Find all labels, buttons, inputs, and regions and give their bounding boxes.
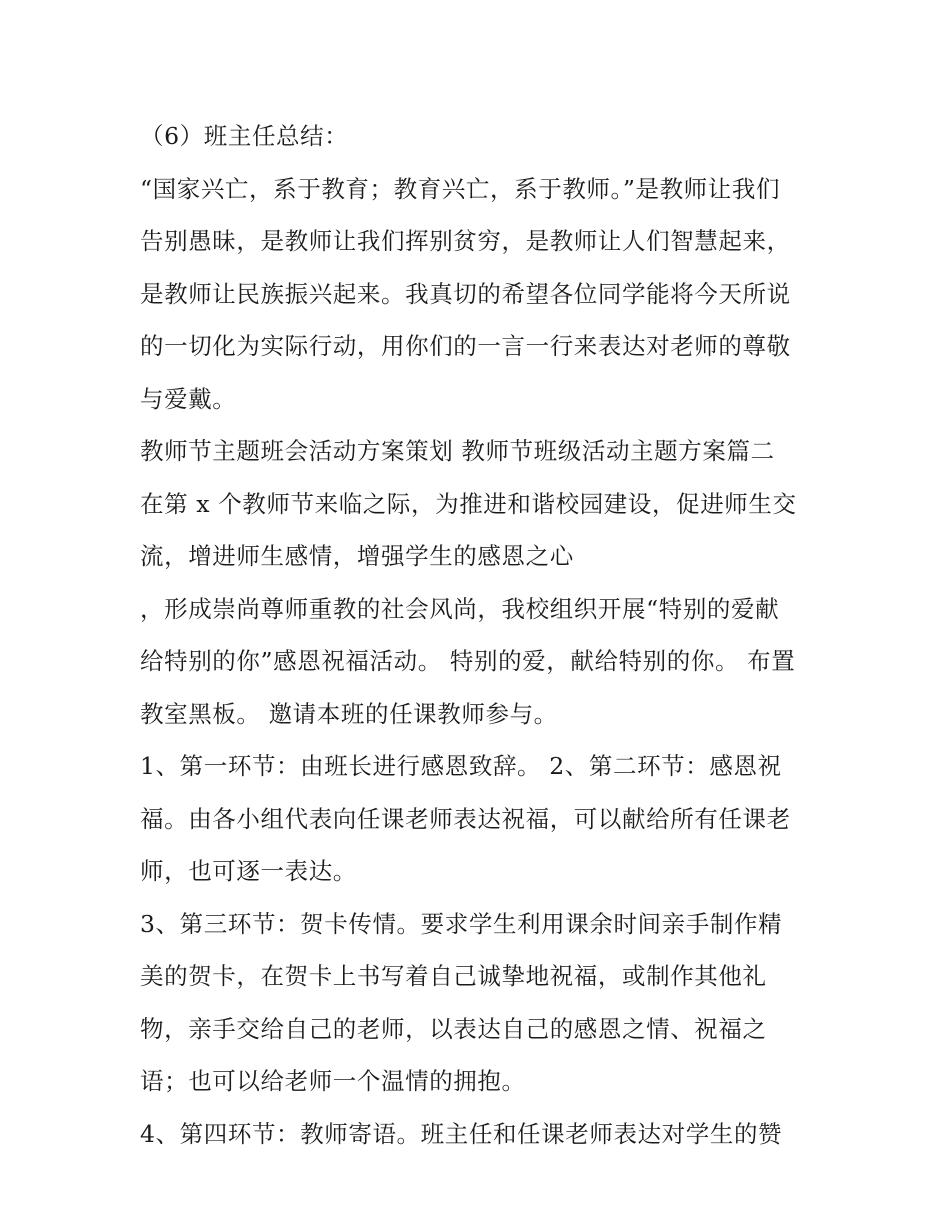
text-line-summary-heading: （6）班主任总结： xyxy=(140,122,349,150)
text-line: 与爱戴。 xyxy=(140,384,237,413)
text-line: 在第 x 个教师节来临之际，为推进和谐校园建设，促进师生交 xyxy=(140,489,797,518)
text-line: 福。由各小组代表向任课老师表达祝福，可以献给所有任课老 xyxy=(140,804,791,833)
text-line: 语；也可以给老师一个温情的拥抱。 xyxy=(140,1067,526,1095)
text-line: 物，亲手交给自己的老师，以表达自己的感恩之情、祝福之 xyxy=(140,1014,767,1043)
text-line: 的一切化为实际行动，用你们的一言一行来表达对老师的尊敬 xyxy=(140,332,791,360)
document-body xyxy=(140,110,820,1160)
text-line-step-3: 3、第三环节：贺卡传情。要求学生利用课余时间亲手制作精 xyxy=(140,909,783,938)
text-line: 是教师让民族振兴起来。我真切的希望各位同学能将今天所说 xyxy=(140,279,791,308)
text-line-step-4: 4、第四环节：教师寄语。班主任和任课老师表达对学生的赞 xyxy=(140,1119,783,1148)
text-line: 美的贺卡，在贺卡上书写着自己诚挚地祝福，或制作其他礼 xyxy=(140,962,767,990)
text-line: 教室黑板。 邀请本班的任课教师参与。 xyxy=(140,699,558,728)
text-line: “国家兴亡，系于教育；教育兴亡，系于教师。”是教师让我们 xyxy=(140,174,781,203)
text-line-section-title: 教师节主题班会活动方案策划 教师节班级活动主题方案篇二 xyxy=(140,437,775,465)
text-line: 告别愚昧，是教师让我们挥别贫穷，是教师让人们智慧起来， xyxy=(140,227,791,255)
text-line: 流，增进师生感情，增强学生的感恩之心 xyxy=(140,542,574,570)
text-line: 师，也可逐一表达。 xyxy=(140,857,357,885)
text-line: 给特别的你”感恩祝福活动。 特别的爱，献给特别的你。 布置 xyxy=(140,647,796,675)
text-line-step-1-2: 1、第一环节：由班长进行感恩致辞。 2、第二环节：感恩祝 xyxy=(140,752,782,780)
text-line: ，形成崇尚尊师重教的社会风尚，我校组织开展“特别的爱献 xyxy=(140,594,780,623)
